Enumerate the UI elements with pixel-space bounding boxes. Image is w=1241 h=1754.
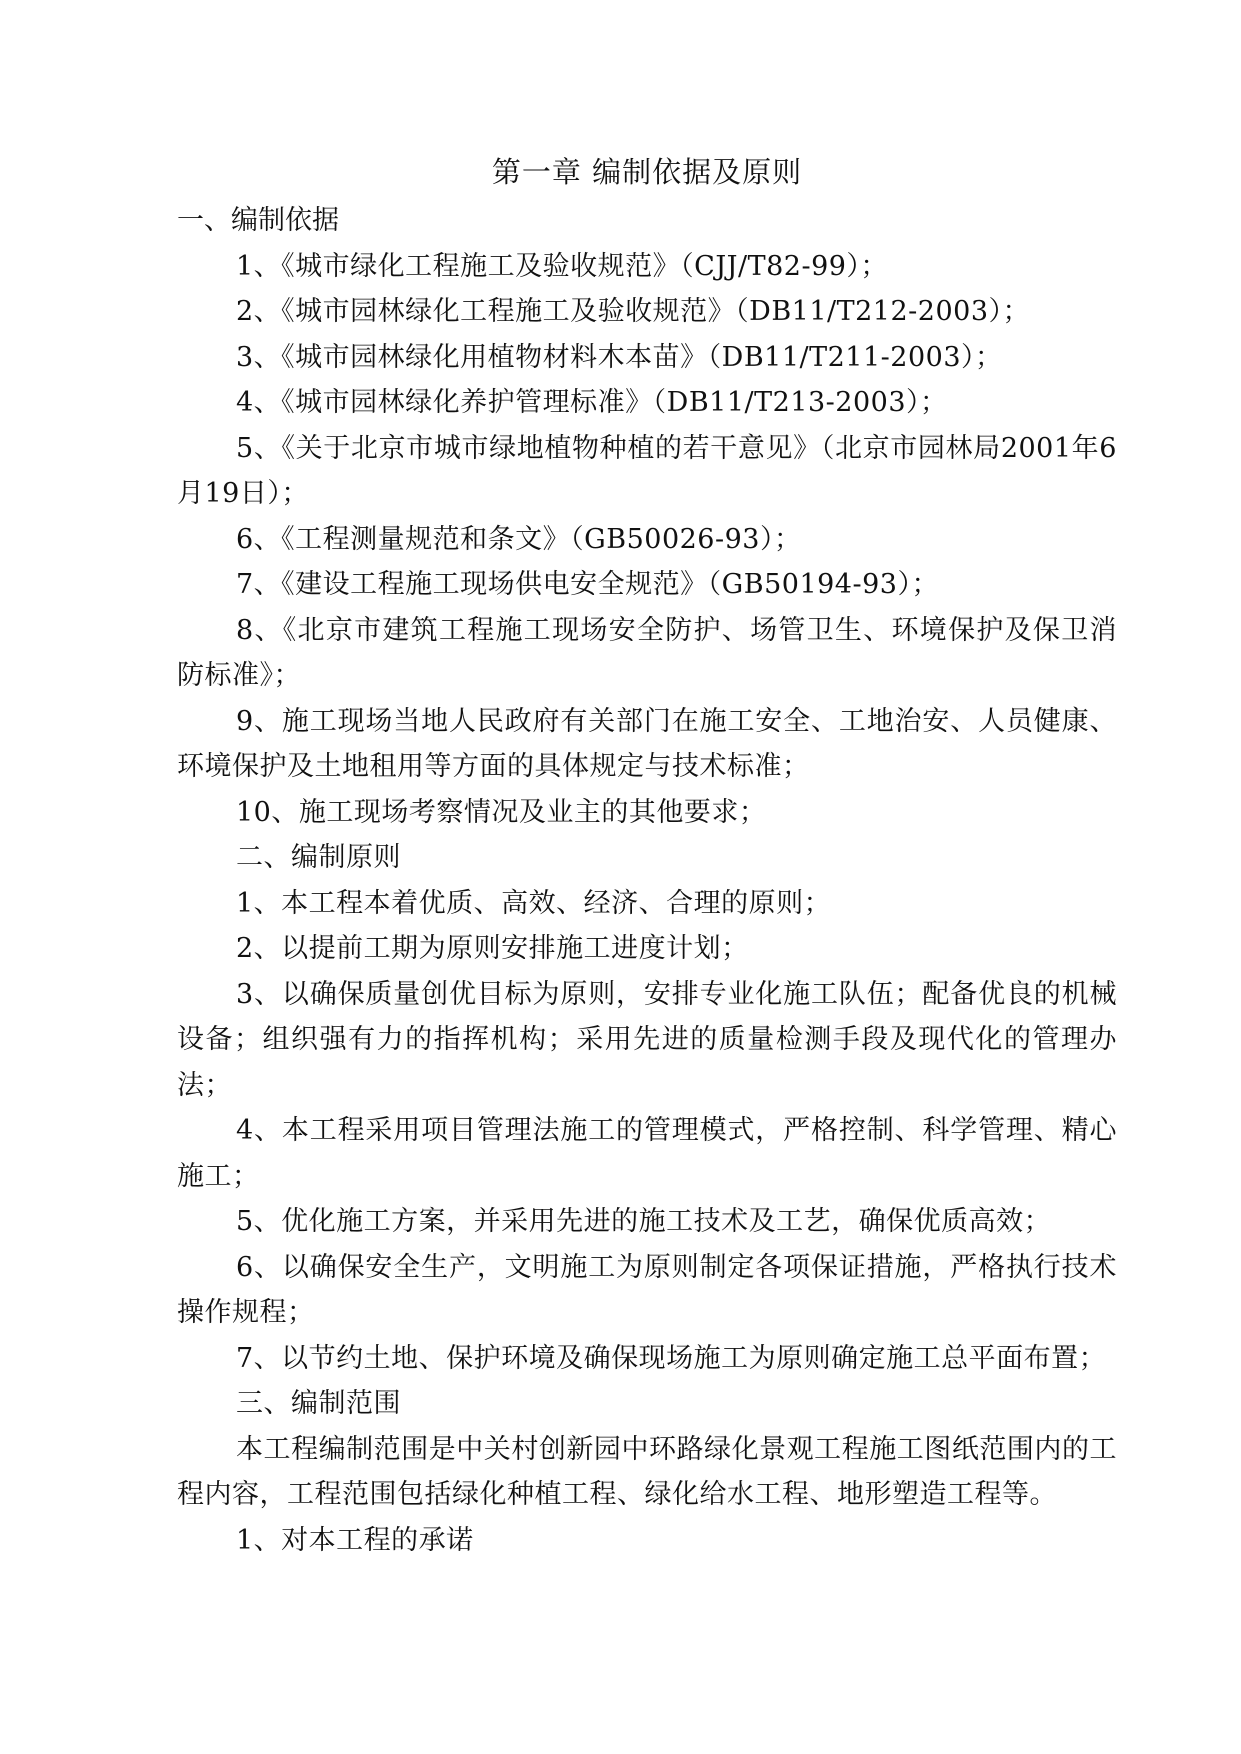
scope-paragraph: 本工程编制范围是中关村创新园中环路绿化景观工程施工图纸范围内的工程内容，工程范围包括绿化种植工程、绿化给水工程、地形塑造工程等。	[177, 1433, 1117, 1510]
basis-item-10: 10、施工现场考察情况及业主的其他要求；	[236, 796, 767, 828]
principle-item-5: 5、优化施工方案，并采用先进的施工技术及工艺，确保优质高效；	[236, 1206, 1052, 1237]
principle-item-4: 4、本工程采用项目管理法施工的管理模式，严格控制、科学管理、精心施工；	[177, 1115, 1117, 1192]
basis-item-7: 7、《建设工程施工现场供电安全规范》（GB50194-93）；	[236, 569, 939, 600]
commitment-heading: 1、对本工程的承诺	[236, 1524, 474, 1556]
basis-item-3: 3、《城市园林绿化用植物材料木本苗》（DB11/T211-2003）；	[236, 341, 1003, 373]
chapter-title: 第一章 编制依据及原则	[491, 155, 803, 189]
basis-item-5: 5、《关于北京市城市绿地植物种植的若干意见》（北京市园林局2001年6月19日）；	[177, 432, 1117, 509]
section-heading-scope: 三、编制范围	[236, 1388, 401, 1419]
basis-item-4: 4、《城市园林绿化养护管理标准》（DB11/T213-2003）；	[236, 387, 948, 418]
basis-item-8: 8、《北京市建筑工程施工现场安全防护、场管卫生、环境保护及保卫消防标准》；	[177, 614, 1117, 691]
basis-item-6: 6、《工程测量规范和条文》（GB50026-93）；	[236, 523, 802, 555]
principle-item-6: 6、以确保安全生产，文明施工为原则制定各项保证措施，严格执行技术操作规程；	[177, 1251, 1117, 1328]
principle-item-7: 7、以节约土地、保护环境及确保现场施工为原则确定施工总平面布置；	[236, 1342, 1107, 1374]
section-heading-principles: 二、编制原则	[236, 842, 401, 873]
principle-item-2: 2、以提前工期为原则安排施工进度计划；	[236, 933, 749, 964]
principle-item-3: 3、以确保质量创优目标为原则，安排专业化施工队伍；配备优良的机械设备；组织强有力的指挥机构；采用先进的质量检测手段及现代化的管理办法；	[177, 978, 1117, 1101]
basis-item-2: 2、《城市园林绿化工程施工及验收规范》（DB11/T212-2003）；	[236, 296, 1030, 327]
principle-item-1: 1、本工程本着优质、高效、经济、合理的原则；	[236, 887, 832, 919]
basis-item-9: 9、施工现场当地人民政府有关部门在施工安全、工地治安、人员健康、环境保护及土地租用等方面的具体规定与技术标准；	[177, 705, 1117, 782]
document-body	[177, 146, 1117, 1563]
basis-item-1: 1、《城市绿化工程施工及验收规范》（CJJ/T82-99）；	[236, 250, 888, 282]
section-heading-basis: 一、编制依据	[177, 205, 339, 236]
